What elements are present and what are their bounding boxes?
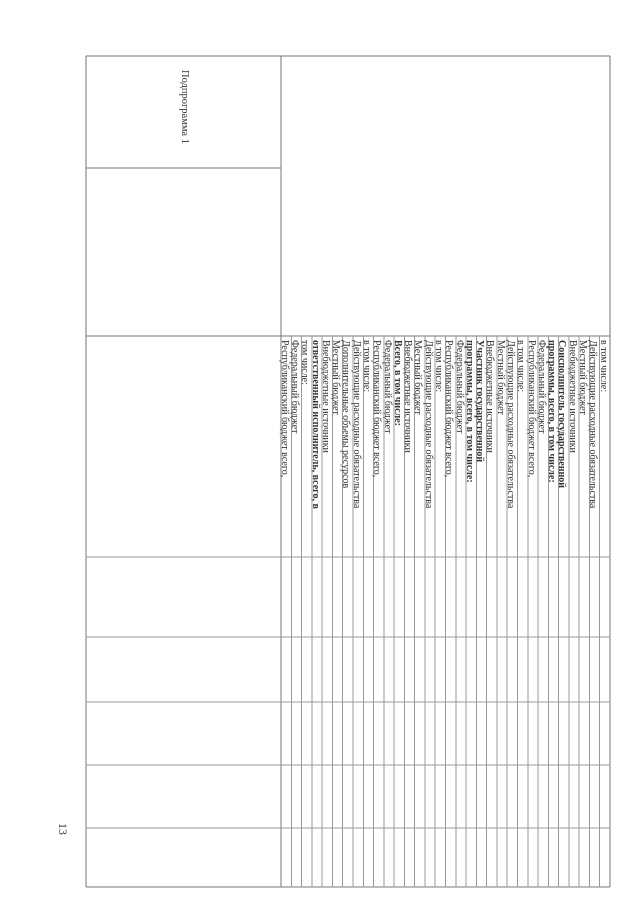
row-label: Действующие расходные обязательства xyxy=(350,340,362,509)
row-label: Местный бюджет xyxy=(330,340,342,415)
row-label: Всего, в том числе: xyxy=(391,340,403,426)
row-label: программы, всего, в том числе: xyxy=(546,340,558,483)
row-label: Республиканский бюджет всего, xyxy=(443,340,455,478)
row-label: в том числе: xyxy=(597,340,609,393)
row-label: том числе: xyxy=(299,340,311,385)
row-label: Внебюджетные источники xyxy=(402,340,414,453)
row-label: Федеральный бюджет xyxy=(289,340,301,434)
subprogram-label: Подпрограмма 1 xyxy=(179,70,190,144)
row-label: в том числе: xyxy=(361,340,373,393)
row-label: Республиканский бюджет всего, xyxy=(371,340,383,478)
row-label: Дополнительные объемы ресурсов xyxy=(340,340,352,489)
row-label: Республиканский бюджет всего, xyxy=(278,340,290,478)
row-label: Местный бюджет xyxy=(494,340,506,415)
row-label: Действующие расходные обязательства xyxy=(504,340,516,509)
row-label: Действующие расходные обязательства xyxy=(422,340,434,509)
row-label: ответственный исполнитель, всего, в xyxy=(309,340,321,509)
row-label: программы, всего, в том числе: xyxy=(463,340,475,483)
row-label: Местный бюджет xyxy=(576,340,588,415)
row-label: Федеральный бюджет xyxy=(381,340,393,434)
row-label: Республиканский бюджет всего, xyxy=(525,340,537,478)
row-label: Действующие расходные обязательства xyxy=(587,340,599,509)
row-label: Местный бюджет xyxy=(412,340,424,415)
row-label: Внебюджетные источники xyxy=(484,340,496,453)
row-label: Внебюджетные источники xyxy=(566,340,578,453)
row-label: Федеральный бюджет xyxy=(453,340,465,434)
row-label: Внебюджетные источники xyxy=(319,340,331,453)
page-number: 13 xyxy=(56,823,70,835)
row-label: Участник государственной xyxy=(474,340,486,463)
row-label: в том числе: xyxy=(515,340,527,393)
row-label: Федеральный бюджет xyxy=(535,340,547,434)
row-label: в том числе: xyxy=(433,340,444,393)
row-label: Соисполнитель государственной xyxy=(556,340,568,488)
